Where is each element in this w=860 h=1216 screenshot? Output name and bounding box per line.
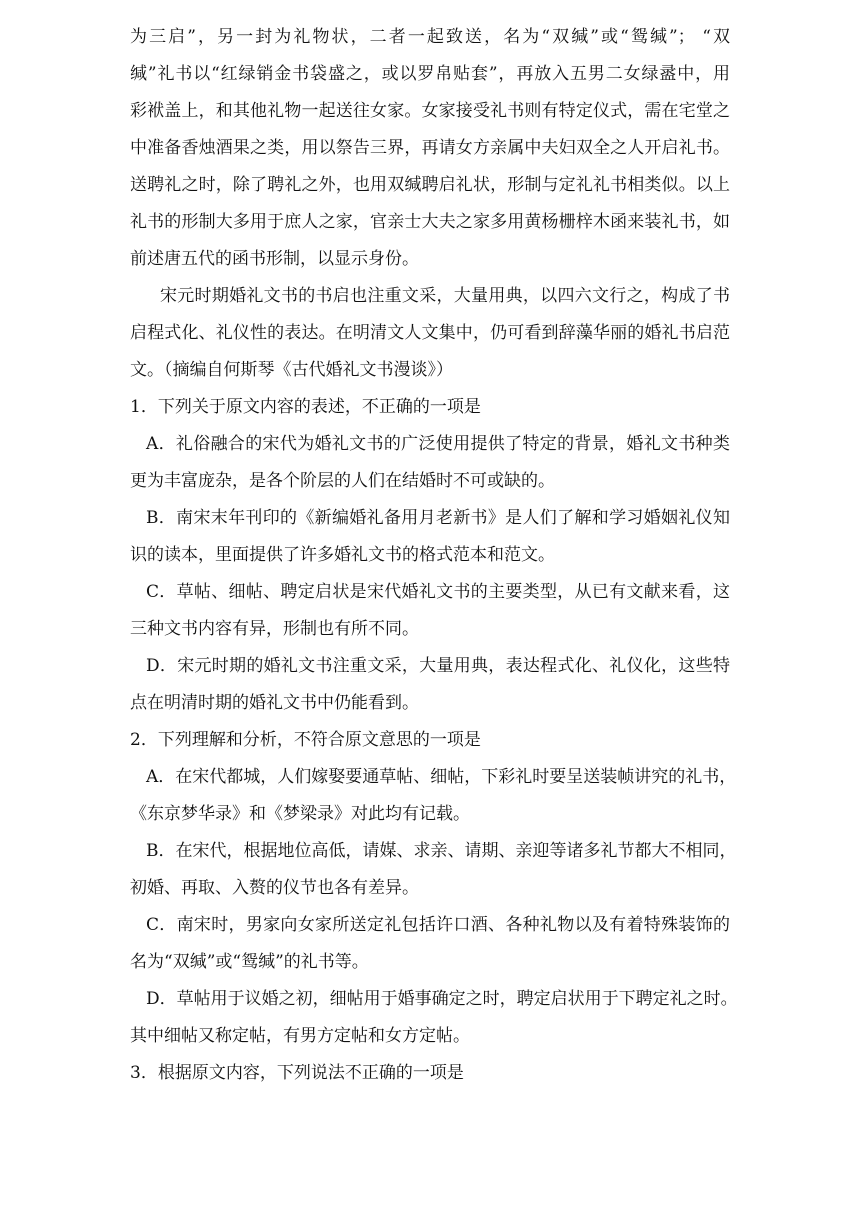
- text-line: 彩袱盖上，和其他礼物一起送往女家。女家接受礼书则有特定仪式，需在宅堂之: [130, 101, 730, 121]
- option-d-cont: 其中细帖又称定帖，有男方定帖和女方定帖。: [130, 1026, 470, 1046]
- question-stem: 2．下列理解和分析，不符合原文意思的一项是: [130, 730, 481, 750]
- option-b: B．南宋末年刊印的《新编婚礼备用月老新书》是人们了解和学习婚姻礼仪知: [146, 508, 730, 528]
- source-citation: 文。（摘编自何斯琴《古代婚礼文书漫谈》）: [130, 360, 453, 380]
- text-line: 为三启”，另一封为礼物状，二者一起致送，名为“双缄”或“鸳缄”； “双: [130, 27, 730, 47]
- option-d: D．宋元时期的婚礼文书注重文采，大量用典，表达程式化、礼仪化，这些特: [146, 656, 730, 676]
- option-a-cont: 更为丰富庞杂，是各个阶层的人们在结婚时不可或缺的。: [130, 471, 555, 491]
- option-d-cont: 点在明清时期的婚礼文书中仍能看到。: [130, 693, 419, 713]
- option-b: B．在宋代，根据地位高低，请媒、求亲、请期、亲迎等诸多礼节都大不相同，: [146, 841, 737, 861]
- option-a: A．在宋代都城，人们嫁娶要通草帖、细帖，下彩礼时要呈送装帧讲究的礼书，: [146, 767, 737, 787]
- option-a: A．礼俗融合的宋代为婚礼文书的广泛使用提供了特定的背景，婚礼文书种类: [146, 434, 730, 454]
- text-line: 宋元时期婚礼文书的书启也注重文采，大量用典，以四六文行之，构成了书: [160, 286, 730, 306]
- option-c-cont: 三种文书内容有异，形制也有所不同。: [130, 619, 419, 639]
- option-a-cont: 《东京梦华录》和《梦梁录》对此均有记载。: [130, 804, 470, 824]
- text-line: 礼书的形制大多用于庶人之家，官亲士大夫之家多用黄杨栅梓木函来装礼书，如: [130, 212, 730, 232]
- text-line: 送聘礼之时，除了聘礼之外，也用双缄聘启礼状，形制与定礼礼书相类似。以上: [130, 175, 730, 195]
- option-d: D．草帖用于议婚之初，细帖用于婚事确定之时，聘定启状用于下聘定礼之时。: [146, 989, 738, 1009]
- text-line: 启程式化、礼仪性的表达。在明清文人文集中，仍可看到辞藻华丽的婚礼书启范: [130, 323, 730, 343]
- question-stem: 1．下列关于原文内容的表述，不正确的一项是: [130, 397, 481, 417]
- text-line: 缄”礼书以“红绿销金书袋盛之，或以罗帛贴套”，再放入五男二女绿盝中，用: [130, 64, 730, 84]
- option-c-cont: 名为“双缄”或“鸳缄”的礼书等。: [130, 952, 369, 972]
- text-line: 中准备香烛酒果之类，用以祭告三界，再请女方亲属中夫妇双全之人开启礼书。: [130, 138, 730, 158]
- option-b-cont: 识的读本，里面提供了许多婚礼文书的格式范本和范文。: [130, 545, 555, 565]
- option-b-cont: 初婚、再取、入赘的仪节也各有差异。: [130, 878, 419, 898]
- question-stem: 3．根据原文内容，下列说法不正确的一项是: [130, 1063, 464, 1083]
- option-c: C．南宋时，男家向女家所送定礼包括许口酒、各种礼物以及有着特殊装饰的: [146, 915, 730, 935]
- text-line: 前述唐五代的函书形制，以显示身份。: [130, 249, 419, 269]
- option-c: C．草帖、细帖、聘定启状是宋代婚礼文书的主要类型，从已有文献来看，这: [146, 582, 730, 602]
